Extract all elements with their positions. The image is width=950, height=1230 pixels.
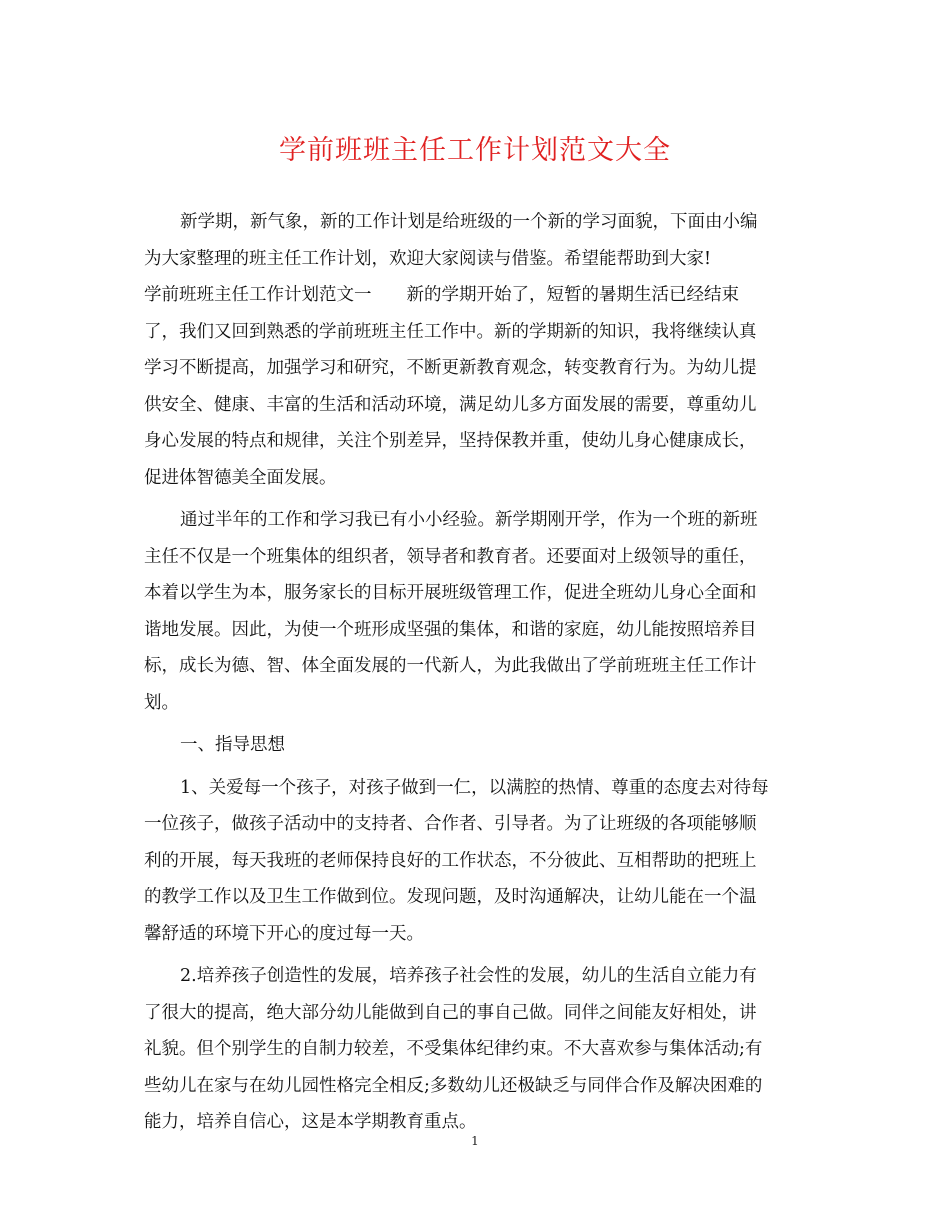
text-line: 馨舒适的环境下开心的度过每一天。 (144, 923, 424, 944)
text-line: 促进体智德美全面发展。 (144, 467, 337, 488)
text-line: 了，我们又回到熟悉的学前班班主任工作中。新的学期新的知识，我将继续认真 (144, 321, 757, 342)
text-line: 新学期，新气象，新的工作计划是给班级的一个新的学习面貌，下面由小编 (180, 212, 758, 232)
text-line: 了很大的提高，绝大部分幼儿能做到自己的事自己做。同伴之间能友好相处，讲 (144, 1002, 757, 1023)
text-line: 能力，培养自信心，这是本学期教育重点。 (144, 1112, 477, 1132)
text-line: 学习不断提高，加强学习和研究，不断更新教育观念，转变教育行为。为幼儿提 (144, 358, 757, 378)
page-number: 1 (471, 1134, 479, 1148)
text-line: 本着以学生为本，服务家长的目标开展班级管理工作，促进全班幼儿身心全面和 (144, 583, 757, 603)
text-line: 主任不仅是一个班集体的组织者，领导者和教育者。还要面对上级领导的重任， (144, 546, 757, 567)
text-line: 划。 (144, 692, 179, 713)
text-line: 一位孩子，做孩子活动中的支持者、合作者、引导者。为了让班级的各项能够顺 (144, 814, 757, 834)
text-line: 1、关爱每一个孩子，对孩子做到一仁，以满腔的热情、尊重的态度去对待每 (180, 777, 769, 798)
text-line: 礼貌。但个别学生的自制力较差，不受集体纪律约束。不大喜欢参与集体活动;有 (144, 1039, 763, 1059)
text-line: 通过半年的工作和学习我已有小小经验。新学期刚开学，作为一个班的新班 (180, 510, 758, 530)
text-line: 为大家整理的班主任工作计划，欢迎大家阅读与借鉴。希望能帮助到大家! (144, 248, 712, 269)
text-line: 2.培养孩子创造性的发展，培养孩子社会性的发展，幼儿的生活自立能力有 (180, 966, 757, 986)
text-line: 利的开展，每天我班的老师保持良好的工作状态，不分彼此、互相帮助的把班上 (144, 850, 757, 871)
text-line: 标，成长为德、智、体全面发展的一代新人，为此我做出了学前班班主任工作计 (144, 656, 757, 676)
text-line: 的教学工作以及卫生工作做到位。发现问题，及时沟通解决，让幼儿能在一个温 (144, 887, 757, 907)
text-line: 谐地发展。因此，为使一个班形成坚强的集体，和谐的家庭，幼儿能按照培养目 (144, 619, 757, 640)
document-body (144, 204, 806, 1141)
text-line: 身心发展的特点和规律，关注个别差异，坚持保教并重，使幼儿身心健康成长， (144, 431, 757, 451)
text-line: 供安全、健康、丰富的生活和活动环境，满足幼儿多方面发展的需要，尊重幼儿 (144, 394, 757, 415)
text-line: 学前班班主任工作计划范文一 新的学期开始了，短暂的暑期生活已经结束 (144, 285, 739, 305)
text-line: 些幼儿在家与在幼儿园性格完全相反;多数幼儿还极缺乏与同伴合作及解决困难的 (144, 1075, 763, 1096)
document-title: 学前班班主任工作计划范文大全 (279, 135, 671, 166)
text-line: 一、指导思想 (180, 735, 285, 755)
